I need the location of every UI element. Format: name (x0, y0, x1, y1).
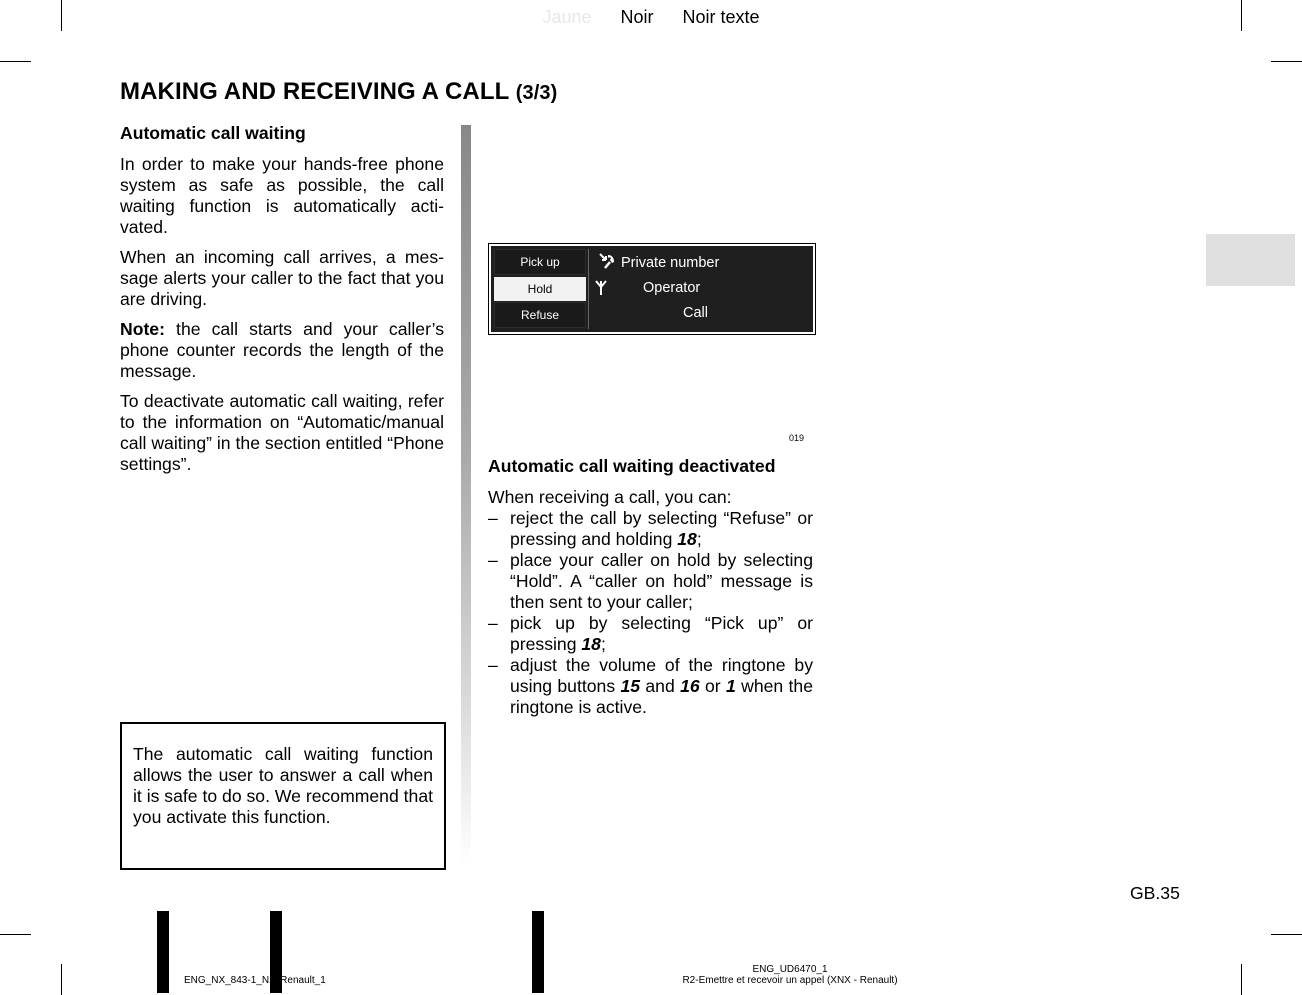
crop-mark (1271, 61, 1302, 62)
list-text: or (699, 676, 726, 696)
safety-note-box: The automatic call waiting function allows the user to answer a call when it is safe to do so. We recommend that you activate this function. (120, 722, 446, 870)
color-legend (0, 7, 1302, 28)
left-column (120, 123, 444, 484)
list-item (488, 613, 813, 655)
operator-text: Operator (643, 280, 701, 296)
paragraph: In order to make your hands-free phone system as safe as possible, the call waiting function is automatically activated. (120, 154, 444, 237)
illustration-reference: 019 (789, 433, 805, 443)
section-heading: Automatic call waiting deactivated (488, 456, 776, 476)
column-divider (461, 125, 471, 865)
color-noir-texte: Noir texte (682, 7, 760, 27)
color-jaune: Jaune (542, 7, 592, 27)
call-status-text: Call (683, 305, 708, 321)
footer-doc-title: R2-Emettre et recevoir un appel (XNX - Renault) (682, 975, 898, 986)
footer-doc-id: ENG_UD6470_1 (752, 964, 828, 975)
footer-left-ref: ENG_NX_843-1_N1_Renault_1 (184, 975, 326, 986)
refuse-button[interactable]: Refuse (494, 302, 586, 328)
registration-bar (532, 911, 544, 993)
page-title-main: MAKING AND RECEIVING A CALL (120, 78, 509, 105)
display-separator (588, 249, 589, 329)
crop-mark (0, 61, 31, 62)
page-number: GB.35 (1130, 883, 1180, 903)
right-column (488, 456, 813, 718)
list-text: and (640, 676, 681, 696)
list-dash: – (488, 550, 498, 570)
page-title (120, 78, 557, 106)
crop-mark (0, 934, 31, 935)
section-heading: Automatic call waiting (120, 123, 306, 143)
color-noir: Noir (620, 7, 654, 27)
antenna-icon (594, 279, 608, 297)
phone-display-illustration (488, 243, 816, 335)
note-text: the call starts and your caller’s phone counter records the length of the message. (120, 319, 444, 381)
list-dash: – (488, 655, 498, 675)
button-ref: 18 (677, 529, 697, 549)
hold-button[interactable]: Hold (494, 277, 586, 301)
list-text: ; (696, 529, 702, 549)
button-ref: 1 (726, 676, 736, 696)
list-text: ; (600, 634, 606, 654)
button-ref: 16 (680, 676, 700, 696)
list-text: place your caller on hold by selecting “Hold”. A “caller on hold” message is then sent to your caller; (510, 550, 813, 612)
list-text: adjust the volume of the ringtone by using buttons (510, 655, 813, 696)
button-ref: 15 (620, 676, 641, 696)
note-paragraph (120, 319, 444, 382)
section-tab (1206, 234, 1295, 286)
footer-right-ref (640, 964, 940, 986)
page-title-sub: (3/3) (515, 82, 558, 104)
display-screen (491, 246, 813, 332)
paragraph: When an incoming call arrives, a message alerts your caller to the fact that you are driving. (120, 247, 444, 309)
list-item (488, 508, 813, 550)
list-text: when the ringtone is active. (510, 676, 813, 717)
display-buttons (494, 249, 586, 330)
list-text: pick up by selecting “Pick up” or pressing (510, 613, 813, 654)
crop-mark (61, 964, 62, 995)
list-text: reject the call by selecting “Refuse” or pressing and holding (510, 508, 813, 549)
list-item (488, 655, 813, 718)
button-ref: 18 (581, 634, 601, 654)
incoming-call-icon (597, 251, 617, 271)
crop-mark (1271, 934, 1302, 935)
registration-bar (157, 911, 169, 993)
option-list (488, 508, 813, 718)
list-item (488, 550, 813, 613)
crop-mark (1241, 964, 1242, 995)
list-dash: – (488, 613, 498, 633)
pick-up-button[interactable]: Pick up (494, 249, 586, 275)
list-dash: – (488, 508, 498, 528)
paragraph: To deactivate automatic call waiting, refer to the information on “Automatic/manual call waiting” in the section entitled “Phone settings”. (120, 391, 444, 474)
note-label: Note: (120, 319, 165, 339)
list-intro: When receiving a call, you can: (488, 487, 732, 507)
caller-id-text: Private number (621, 255, 720, 271)
